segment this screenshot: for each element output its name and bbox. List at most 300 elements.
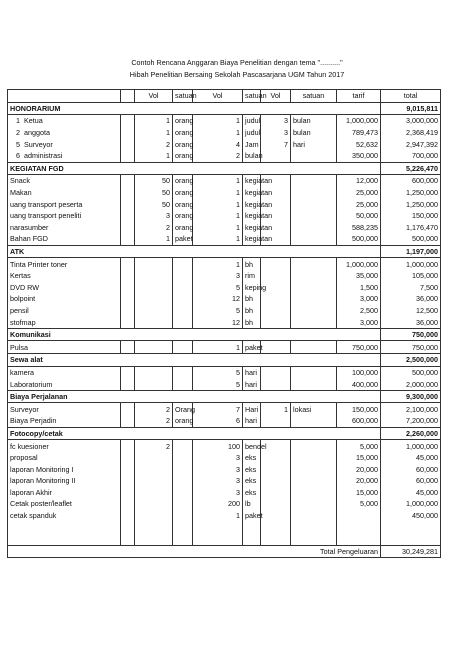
satuan-1-cell: [173, 316, 193, 328]
satuan-1-cell: [173, 293, 193, 305]
item-label: uang transport peneliti: [10, 211, 82, 221]
total-cell: 60,000: [381, 475, 441, 487]
vol-3-header: Vol: [261, 90, 291, 103]
section-row: [8, 328, 441, 341]
spacer-cell: [121, 293, 135, 305]
satuan-2-cell: judul: [243, 127, 261, 139]
satuan-1-cell: orang: [173, 210, 193, 222]
satuan-1-cell: [173, 341, 193, 354]
tarif-cell: 100,000: [337, 366, 381, 378]
satuan-1-cell: orang: [173, 175, 193, 187]
section-total: 1,197,000: [381, 245, 441, 258]
vol-2-cell: 6: [193, 415, 243, 427]
section-name: ATK: [8, 245, 381, 258]
tarif-cell: 20,000: [337, 475, 381, 487]
spacer-cell: [121, 498, 135, 510]
satuan-2-header: satuan: [243, 90, 261, 103]
vol-1-cell: [135, 463, 173, 475]
total-cell: 105,000: [381, 270, 441, 282]
spacer-cell: [121, 175, 135, 187]
vol-2-cell: 5: [193, 366, 243, 378]
vol-1-cell: [135, 510, 173, 522]
item-label: narasumber: [10, 222, 49, 232]
table-row: [8, 440, 441, 452]
satuan-2-cell: hari: [243, 378, 261, 390]
satuan-3-cell: [291, 175, 337, 187]
spacer-cell: [121, 403, 135, 415]
spacer-cell: [121, 378, 135, 390]
vol-2-cell: 1: [193, 510, 243, 522]
table-row: [8, 510, 441, 522]
satuan-3-cell: [291, 305, 337, 317]
total-cell: 45,000: [381, 487, 441, 499]
section-total: 9,300,000: [381, 390, 441, 403]
satuan-2-cell: bendel: [243, 440, 261, 452]
vol-1-cell: 1: [135, 127, 173, 139]
vol-2-cell: 5: [193, 282, 243, 294]
blank-cell: [291, 521, 337, 533]
vol-3-cell: [261, 498, 291, 510]
vol-1-cell: 50: [135, 198, 173, 210]
satuan-2-cell: eks: [243, 475, 261, 487]
vol-3-cell: [261, 463, 291, 475]
total-cell: 36,000: [381, 316, 441, 328]
header-spacer-cell: [121, 90, 135, 103]
table-row: [8, 366, 441, 378]
item-cell: [8, 233, 121, 245]
header-item-cell: [8, 90, 121, 103]
spacer-cell: [121, 222, 135, 234]
blank-cell: [8, 533, 121, 545]
satuan-3-cell: lokasi: [291, 403, 337, 415]
item-cell: [8, 258, 121, 270]
satuan-3-cell: [291, 258, 337, 270]
item-label: bolpoint: [10, 294, 36, 304]
blank-cell: [135, 521, 173, 533]
table-row: [8, 270, 441, 282]
satuan-1-cell: orang: [173, 198, 193, 210]
satuan-2-cell: hari: [243, 415, 261, 427]
vol-1-header: Vol: [135, 90, 173, 103]
satuan-3-cell: [291, 233, 337, 245]
item-label: Surveyor: [10, 404, 39, 414]
satuan-2-cell: bulan: [243, 150, 261, 162]
vol-3-cell: [261, 475, 291, 487]
blank-cell: [173, 521, 193, 533]
total-cell: 3,000,000: [381, 115, 441, 127]
item-label: stofmap: [10, 317, 36, 327]
spacer-cell: [121, 487, 135, 499]
satuan-3-cell: bulan: [291, 127, 337, 139]
table-row: [8, 378, 441, 390]
section-total: 2,260,000: [381, 427, 441, 440]
satuan-1-cell: [173, 475, 193, 487]
satuan-2-cell: hari: [243, 366, 261, 378]
blank-cell: [261, 533, 291, 545]
satuan-2-cell: kegiatan: [243, 187, 261, 199]
total-cell: 36,000: [381, 293, 441, 305]
spacer-cell: [121, 366, 135, 378]
blank-cell: [381, 533, 441, 545]
vol-3-cell: [261, 258, 291, 270]
vol-1-cell: [135, 498, 173, 510]
total-cell: 1,250,000: [381, 198, 441, 210]
total-cell: 1,250,000: [381, 187, 441, 199]
spacer-cell: [121, 270, 135, 282]
vol-3-cell: [261, 452, 291, 464]
tarif-cell: 3,000: [337, 316, 381, 328]
vol-2-cell: 12: [193, 316, 243, 328]
satuan-3-cell: [291, 270, 337, 282]
section-total: 2,500,000: [381, 354, 441, 367]
satuan-1-cell: [173, 305, 193, 317]
section-row: [8, 102, 441, 115]
tarif-cell: 3,000: [337, 293, 381, 305]
vol-2-cell: 12: [193, 293, 243, 305]
satuan-2-cell: eks: [243, 452, 261, 464]
vol-2-cell: 7: [193, 403, 243, 415]
satuan-1-cell: orang: [173, 150, 193, 162]
total-cell: 500,000: [381, 366, 441, 378]
tarif-cell: 5,000: [337, 440, 381, 452]
vol-1-cell: 50: [135, 187, 173, 199]
vol-1-cell: [135, 378, 173, 390]
document-title: Contoh Rencana Anggaran Biaya Penelitian dengan tema "..........": [131, 58, 343, 67]
blank-cell: [135, 533, 173, 545]
vol-3-cell: [261, 150, 291, 162]
item-label: Biaya Perjadin: [10, 416, 57, 426]
vol-3-cell: [261, 510, 291, 522]
item-cell: [8, 498, 121, 510]
section-name: KEGIATAN FGD: [8, 162, 381, 175]
spacer-cell: [121, 233, 135, 245]
item-cell: [8, 175, 121, 187]
satuan-2-cell: kegiatan: [243, 175, 261, 187]
vol-2-cell: 3: [193, 487, 243, 499]
satuan-2-cell: kegiatan: [243, 222, 261, 234]
total-cell: 750,000: [381, 341, 441, 354]
total-cell: 12,500: [381, 305, 441, 317]
satuan-1-cell: [173, 452, 193, 464]
section-total: 5,226,470: [381, 162, 441, 175]
item-label: uang transport peserta: [10, 199, 83, 209]
blank-cell: [173, 533, 193, 545]
total-cell: 450,000: [381, 510, 441, 522]
spacer-cell: [121, 282, 135, 294]
total-cell: 600,000: [381, 175, 441, 187]
vol-1-cell: [135, 305, 173, 317]
table-header-row: [8, 90, 441, 103]
spacer-cell: [121, 510, 135, 522]
satuan-1-cell: [173, 270, 193, 282]
tarif-cell: 500,000: [337, 233, 381, 245]
total-cell: 1,000,000: [381, 440, 441, 452]
table-row: [8, 305, 441, 317]
satuan-1-cell: orang: [173, 138, 193, 150]
tarif-cell: 35,000: [337, 270, 381, 282]
table-row: [8, 415, 441, 427]
item-label: Laboratorium: [10, 379, 53, 389]
section-name: Sewa alat: [8, 354, 381, 367]
satuan-2-cell: eks: [243, 463, 261, 475]
item-label: Snack: [10, 176, 30, 186]
table-row: [8, 341, 441, 354]
item-cell: [8, 403, 121, 415]
satuan-3-cell: [291, 282, 337, 294]
satuan-2-cell: judul: [243, 115, 261, 127]
item-label: Ketua: [24, 116, 43, 126]
item-cell: [8, 127, 121, 139]
vol-1-cell: [135, 270, 173, 282]
item-cell: [8, 210, 121, 222]
spacer-cell: [121, 127, 135, 139]
satuan-3-cell: [291, 150, 337, 162]
satuan-3-cell: [291, 487, 337, 499]
tarif-cell: 1,000,000: [337, 258, 381, 270]
grand-total-value: 30,249,281: [381, 545, 441, 558]
item-label: Pulsa: [10, 342, 28, 352]
total-cell: 2,947,392: [381, 138, 441, 150]
spacer-cell: [121, 475, 135, 487]
item-label: fc kuesioner: [10, 441, 49, 451]
item-cell: [8, 415, 121, 427]
spacer-cell: [121, 341, 135, 354]
blank-cell: [193, 521, 243, 533]
blank-cell: [261, 521, 291, 533]
tarif-cell: 12,000: [337, 175, 381, 187]
satuan-2-cell: Hari: [243, 403, 261, 415]
satuan-1-cell: orang: [173, 222, 193, 234]
vol-2-cell: 3: [193, 475, 243, 487]
item-cell: [8, 487, 121, 499]
item-cell: [8, 366, 121, 378]
total-cell: 700,000: [381, 150, 441, 162]
item-label: laporan Monitoring I: [10, 464, 74, 474]
spacer-cell: [121, 187, 135, 199]
satuan-3-cell: [291, 341, 337, 354]
item-label: laporan Monitoring II: [10, 476, 76, 486]
satuan-3-cell: bulan: [291, 115, 337, 127]
satuan-2-cell: rim: [243, 270, 261, 282]
total-cell: 2,000,000: [381, 378, 441, 390]
section-name: Biaya Perjalanan: [8, 390, 381, 403]
vol-2-cell: 1: [193, 127, 243, 139]
tarif-cell: 50,000: [337, 210, 381, 222]
blank-cell: [8, 521, 121, 533]
vol-1-cell: 2: [135, 440, 173, 452]
item-cell: [8, 270, 121, 282]
item-label: administrasi: [24, 151, 63, 161]
vol-2-cell: 1: [193, 210, 243, 222]
blank-cell: [337, 521, 381, 533]
blank-cell: [243, 521, 261, 533]
spacer-cell: [121, 150, 135, 162]
satuan-2-cell: kegiatan: [243, 210, 261, 222]
vol-2-cell: 1: [193, 187, 243, 199]
satuan-1-cell: [173, 378, 193, 390]
tarif-cell: 750,000: [337, 341, 381, 354]
item-cell: [8, 115, 121, 127]
vol-1-cell: [135, 316, 173, 328]
vol-1-cell: [135, 366, 173, 378]
item-label: laporan Akhir: [10, 487, 52, 497]
table-row: [8, 150, 441, 162]
total-cell: 7,500: [381, 282, 441, 294]
vol-2-cell: 3: [193, 463, 243, 475]
vol-3-cell: [261, 341, 291, 354]
table-row: [8, 222, 441, 234]
tarif-header: tarif: [337, 90, 381, 103]
vol-1-cell: 1: [135, 233, 173, 245]
total-cell: 7,200,000: [381, 415, 441, 427]
satuan-3-cell: [291, 222, 337, 234]
spacer-cell: [121, 316, 135, 328]
satuan-3-cell: [291, 187, 337, 199]
table-row: [8, 127, 441, 139]
section-total: 9,015,811: [381, 102, 441, 115]
vol-3-cell: [261, 293, 291, 305]
spacer-cell: [121, 452, 135, 464]
item-number: 6: [16, 151, 20, 161]
section-row: [8, 245, 441, 258]
vol-3-cell: [261, 305, 291, 317]
satuan-3-cell: [291, 452, 337, 464]
blank-cell: [337, 533, 381, 545]
tarif-cell: 1,500: [337, 282, 381, 294]
table-row: [8, 233, 441, 245]
total-cell: 2,368,419: [381, 127, 441, 139]
satuan-1-cell: paket: [173, 233, 193, 245]
vol-3-cell: [261, 378, 291, 390]
vol-3-cell: 3: [261, 127, 291, 139]
item-label: Surveyor: [24, 139, 53, 149]
vol-2-cell: 1: [193, 175, 243, 187]
total-cell: 2,100,000: [381, 403, 441, 415]
vol-1-cell: 2: [135, 222, 173, 234]
satuan-3-cell: [291, 378, 337, 390]
total-cell: 500,000: [381, 233, 441, 245]
blank-cell: [243, 533, 261, 545]
table-row: [8, 452, 441, 464]
vol-2-cell: 200: [193, 498, 243, 510]
spacer-cell: [121, 210, 135, 222]
tarif-cell: 15,000: [337, 487, 381, 499]
tarif-cell: 20,000: [337, 463, 381, 475]
satuan-1-cell: [173, 282, 193, 294]
section-row: [8, 354, 441, 367]
tarif-cell: 400,000: [337, 378, 381, 390]
satuan-1-cell: [173, 487, 193, 499]
tarif-cell: 588,235: [337, 222, 381, 234]
vol-2-cell: 5: [193, 378, 243, 390]
satuan-2-cell: Jam: [243, 138, 261, 150]
vol-1-cell: 1: [135, 115, 173, 127]
item-label: kamera: [10, 367, 34, 377]
vol-1-cell: [135, 341, 173, 354]
satuan-3-cell: [291, 293, 337, 305]
blank-cell: [291, 533, 337, 545]
tarif-cell: 2,500: [337, 305, 381, 317]
item-label: cetak spanduk: [10, 511, 57, 521]
total-cell: 60,000: [381, 463, 441, 475]
total-cell: 1,176,470: [381, 222, 441, 234]
total-cell: 1,000,000: [381, 258, 441, 270]
item-cell: [8, 452, 121, 464]
item-label: pensil: [10, 305, 29, 315]
satuan-1-cell: [173, 258, 193, 270]
blank-cell: [381, 521, 441, 533]
vol-2-cell: 1: [193, 258, 243, 270]
table-row: [8, 282, 441, 294]
table-row: [8, 463, 441, 475]
vol-1-cell: 1: [135, 150, 173, 162]
tarif-cell: 15,000: [337, 452, 381, 464]
item-cell: [8, 316, 121, 328]
tarif-cell: 52,632: [337, 138, 381, 150]
satuan-2-cell: bh: [243, 316, 261, 328]
vol-1-cell: 50: [135, 175, 173, 187]
item-cell: [8, 475, 121, 487]
blank-cell: [193, 533, 243, 545]
satuan-3-cell: [291, 440, 337, 452]
vol-1-cell: 3: [135, 210, 173, 222]
total-cell: 45,000: [381, 452, 441, 464]
tarif-cell: 150,000: [337, 403, 381, 415]
spacer-cell: [121, 138, 135, 150]
satuan-2-cell: paket: [243, 341, 261, 354]
satuan-3-header: satuan: [291, 90, 337, 103]
table-row: [8, 487, 441, 499]
section-total: 750,000: [381, 328, 441, 341]
total-header: total: [381, 90, 441, 103]
item-cell: [8, 222, 121, 234]
table-row: [8, 210, 441, 222]
item-number: 2: [16, 128, 20, 138]
total-cell: 150,000: [381, 210, 441, 222]
satuan-2-cell: lb: [243, 498, 261, 510]
table-row: [8, 293, 441, 305]
satuan-3-cell: [291, 475, 337, 487]
tarif-cell: 600,000: [337, 415, 381, 427]
table-row: [8, 475, 441, 487]
table-row: [8, 403, 441, 415]
satuan-1-cell: orang: [173, 187, 193, 199]
satuan-2-cell: paket: [243, 510, 261, 522]
vol-2-cell: 1: [193, 222, 243, 234]
item-cell: [8, 305, 121, 317]
vol-2-cell: 1: [193, 198, 243, 210]
satuan-2-cell: eks: [243, 487, 261, 499]
vol-2-cell: 1: [193, 233, 243, 245]
total-cell: 1,000,000: [381, 498, 441, 510]
satuan-1-cell: [173, 440, 193, 452]
spacer-cell: [121, 440, 135, 452]
item-label: Cetak poster/leaflet: [10, 499, 72, 509]
item-cell: [8, 198, 121, 210]
tarif-cell: 25,000: [337, 187, 381, 199]
vol-2-header: Vol: [193, 90, 243, 103]
tarif-cell: 25,000: [337, 198, 381, 210]
satuan-1-cell: Orang: [173, 403, 193, 415]
item-label: anggota: [24, 128, 50, 138]
item-number: 5: [16, 139, 20, 149]
vol-1-cell: 2: [135, 138, 173, 150]
grand-total-row: [8, 545, 441, 558]
spacer-cell: [121, 305, 135, 317]
vol-3-cell: [261, 415, 291, 427]
satuan-2-cell: keping: [243, 282, 261, 294]
vol-3-cell: [261, 270, 291, 282]
